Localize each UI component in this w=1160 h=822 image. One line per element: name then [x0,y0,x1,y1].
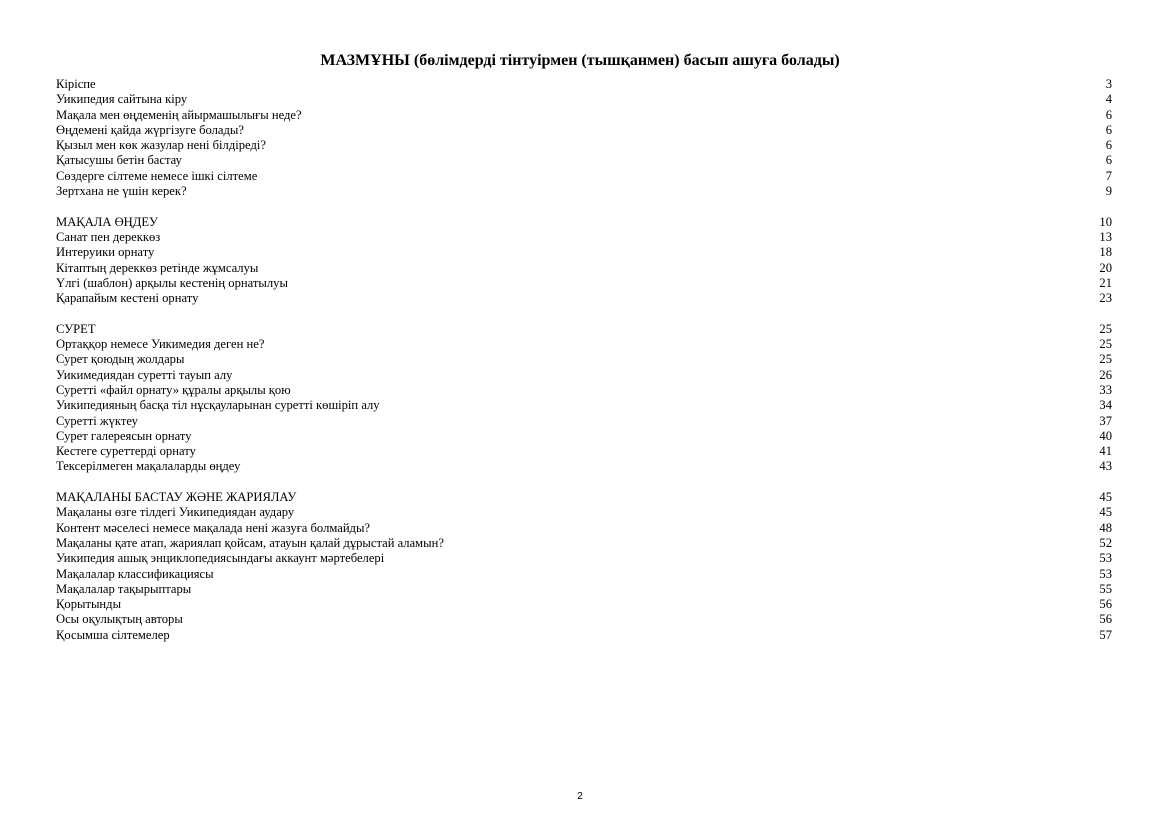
toc-entry-page: 3 [1105,77,1112,91]
toc-entry-label: Кітаптың дереккөз ретінде жұмсалуы [56,260,259,275]
toc-entry-page: 25 [1099,337,1112,352]
toc-entry-label: Контент мәселесі немесе мақалада нені жазуға болмайды? [56,520,371,535]
toc-entry[interactable] [56,414,1112,429]
toc-entry-page: 53 [1099,551,1112,566]
toc-entry-label: Қорытынды [56,597,122,612]
toc-entry-page: 34 [1099,398,1112,413]
toc-entry-page: 56 [1099,597,1112,612]
toc-entry-page: 6 [1105,122,1112,137]
toc-entry-label: Сурет қоюдың жолдары [56,352,185,367]
toc-entry-label: Уикипедияның басқа тіл нұсқауларынан суретті көшіріп алу [56,398,380,413]
toc-entry[interactable] [56,368,1112,383]
toc-entry-page: 18 [1099,245,1112,260]
toc-entry[interactable] [56,108,1112,123]
toc-entry-page: 43 [1099,459,1112,474]
toc-entry-page: 23 [1099,291,1112,306]
toc-entry-label: Қосымша сілтемелер [56,627,170,642]
toc-entry[interactable] [56,429,1112,444]
toc-entry-page: 10 [1099,214,1112,229]
toc-entry[interactable] [56,597,1112,612]
toc-entry-label: Осы оқулықтың авторы [56,612,183,627]
toc-entry[interactable] [56,153,1112,168]
toc-entry-page: 40 [1099,428,1112,443]
toc-entry-page: 53 [1099,566,1112,581]
toc-entry-label: Қарапайым кестені орнату [56,291,199,306]
toc-entry-page: 41 [1099,444,1112,459]
toc-entry[interactable] [56,551,1112,566]
toc-entry[interactable] [56,138,1112,153]
toc-entry-page: 25 [1099,352,1112,367]
toc-entry-label: Тексерілмеген мақалаларды өңдеу [56,459,241,474]
toc-entry-label: Суретті жүктеу [56,413,138,428]
toc-entry-introduction[interactable] [56,77,1112,92]
toc-entry-page: 37 [1099,413,1112,428]
toc-entry-label: Суретті «файл орнату» құралы арқылы қою [56,382,291,397]
toc-entry-label: Зертхана не үшін керек? [56,184,187,199]
toc-entry[interactable] [56,628,1112,643]
toc-entry[interactable] [56,567,1112,582]
toc-entry[interactable] [56,291,1112,306]
toc-entry-page: 7 [1105,168,1112,183]
toc-entry-page: 4 [1105,92,1112,107]
toc-entry[interactable] [56,184,1112,199]
toc-entry-label: Қызыл мен көк жазулар нені білдіреді? [56,138,266,153]
toc-entry-page: 57 [1099,627,1112,642]
toc-entry-label: Қатысушы бетін бастау [56,153,182,168]
toc-entry-label: Уикимедиядан суретті тауып алу [56,367,233,382]
toc-entry-page: 20 [1099,260,1112,275]
toc-entry-label: Сурет галереясын орнату [56,428,192,443]
toc-entry-page: 6 [1105,138,1112,153]
toc-entry[interactable] [56,261,1112,276]
toc-entry[interactable] [56,337,1112,352]
toc-entry[interactable] [56,398,1112,413]
toc-entry-page: 13 [1099,229,1112,244]
page-number: 2 [577,791,583,802]
toc-entry[interactable] [56,459,1112,474]
toc-entry-label: Кестеге суреттерді орнату [56,444,196,459]
toc-entry-label: Мақалалар тақырыптары [56,581,192,596]
toc-entry[interactable] [56,536,1112,551]
toc-entry-label: Уикипедия ашық энциклопедиясындағы аккаунт мәртебелері [56,551,385,566]
toc-section-heading[interactable] [56,215,1112,230]
toc-entry[interactable] [56,92,1112,107]
toc-entry[interactable] [56,352,1112,367]
toc-entry[interactable] [56,123,1112,138]
toc-entry[interactable] [56,230,1112,245]
toc-entry-label: Мақаланы өзге тілдегі Уикипедиядан аудару [56,505,295,520]
toc-entry-label: Санат пен дереккөз [56,229,161,244]
toc-section-heading[interactable] [56,322,1112,337]
toc-entry[interactable] [56,383,1112,398]
toc-entry[interactable] [56,444,1112,459]
toc-entry-label: Мақалалар классификациясы [56,566,214,581]
toc-entry[interactable] [56,169,1112,184]
toc-section-heading[interactable] [56,490,1112,505]
toc-entry-page: 45 [1099,490,1112,505]
toc-entry-page: 45 [1099,505,1112,520]
toc-entry-page: 26 [1099,367,1112,382]
toc-entry-label: Кіріспе [56,77,96,91]
toc-entry-page: 52 [1099,535,1112,550]
toc-entry-label: Ортаққор немесе Уикимедия деген не? [56,337,265,352]
toc-entry-label: Уикипедия сайтына кіру [56,92,188,107]
toc-entry-label: Сөздерге сілтеме немесе ішкі сілтеме [56,168,258,183]
table-of-contents [56,77,1112,643]
toc-entry-label: Интеруики орнату [56,245,155,260]
toc-entry-page: 56 [1099,612,1112,627]
toc-entry-page: 25 [1099,321,1112,336]
toc-entry[interactable] [56,276,1112,291]
toc-entry[interactable] [56,612,1112,627]
toc-entry[interactable] [56,245,1112,260]
toc-entry-label: Өңдемені қайда жүргізуге болады? [56,122,244,137]
toc-entry-page: 6 [1105,153,1112,168]
toc-entry[interactable] [56,505,1112,520]
toc-entry-label: МАҚАЛАНЫ БАСТАУ ЖӘНЕ ЖАРИЯЛАУ [56,490,297,505]
toc-entry-label: МАҚАЛА ӨҢДЕУ [56,214,158,229]
toc-entry-label: Мақала мен өңдеменің айырмашылығы неде? [56,107,302,122]
toc-entry-page: 6 [1105,107,1112,122]
toc-title: МАЗМҰНЫ (бөлімдерді тінтуірмен (тышқанмен) басып ашуға болады) [320,52,840,69]
toc-entry-label: Мақаланы қате атап, жариялап қойсам, атауын қалай дұрыстай аламын? [56,535,444,550]
toc-entry-page: 55 [1099,581,1112,596]
toc-entry-page: 21 [1099,275,1112,290]
toc-entry-label: Үлгі (шаблон) арқылы кестенің орнатылуы [56,275,288,290]
toc-entry-label: СУРЕТ [56,321,96,336]
toc-entry[interactable] [56,521,1112,536]
toc-entry[interactable] [56,582,1112,597]
toc-entry-page: 9 [1105,184,1112,199]
toc-entry-page: 48 [1099,520,1112,535]
toc-entry-page: 33 [1099,382,1112,397]
